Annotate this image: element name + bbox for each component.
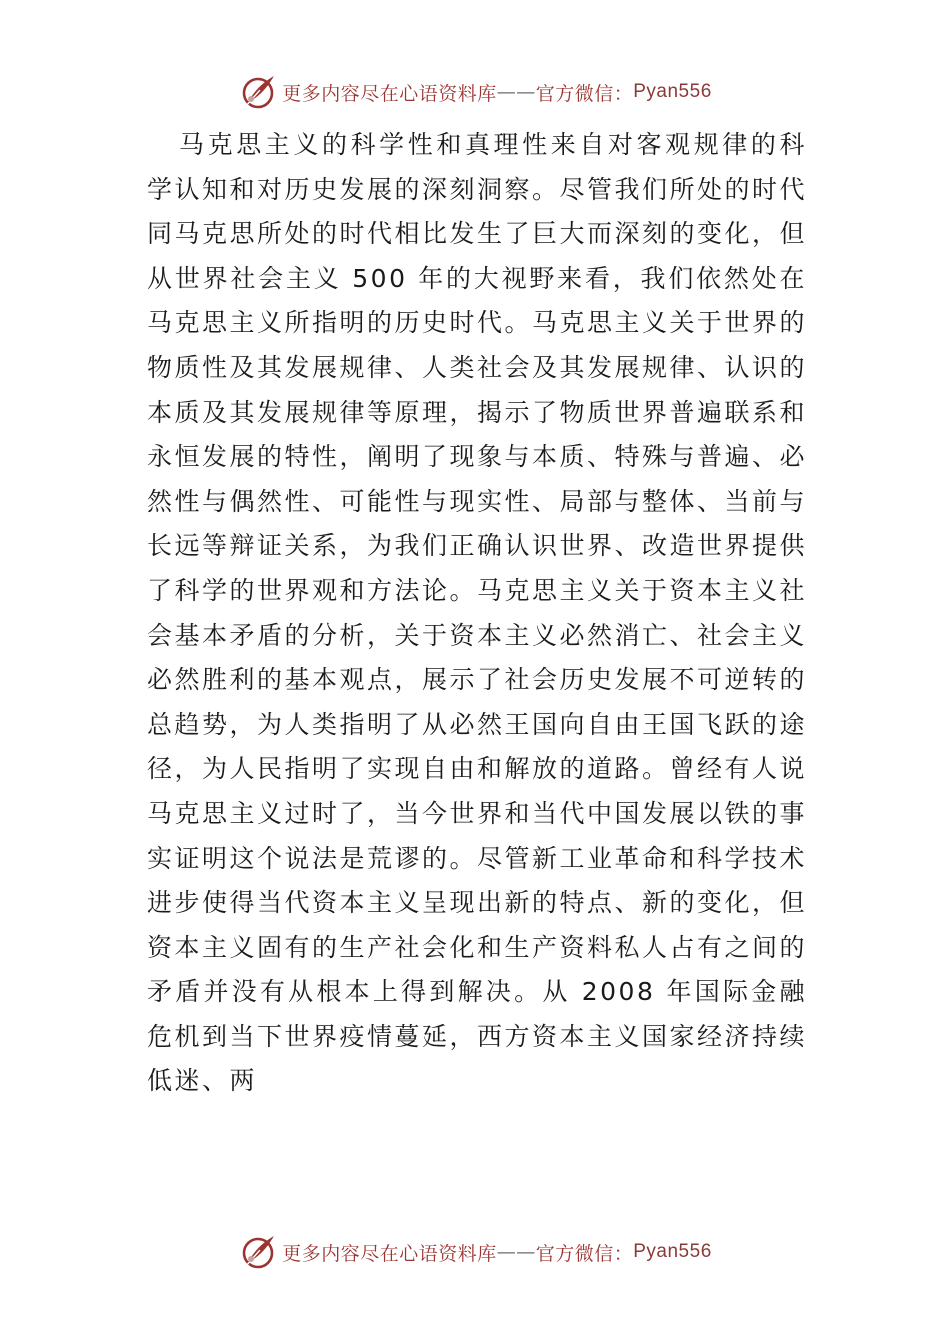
header-wechat-id: Pyan556: [633, 81, 712, 102]
header-banner: [0, 72, 950, 112]
quill-pen-logo-icon: [238, 72, 278, 112]
footer-site-text: 更多内容尽在心语资料库: [282, 1242, 497, 1265]
header-dash: ——: [496, 81, 536, 103]
footer-dash: ——: [496, 1241, 536, 1263]
document-paragraph: 马克思主义的科学性和真理性来自对客观规律的科学认知和对历史发展的深刻洞察。尽管我们所处的时代同马克思所处的时代相比发生了巨大而深刻的变化，但从世界社会主义 500 年的大视野来看，我们依然处在马克思主义所指明的历史时代。马克思主义关于世界的物质性及其发展规律、人类社会及其发展规律、认识的本质及其发展规律等原理，揭示了物质世界普遍联系和永恒发展的特性，阐明了现象与本质、特殊与普遍、必然性与偶然性、可能性与现实性、局部与整体、当前与长远等辩证关系，为我们正确认识世界、改造世界提供了科学的世界观和方法论。马克思主义关于资本主义社会基本矛盾的分析，关于资本主义必然消亡、社会主义必然胜利的基本观点，展示了社会历史发展不可逆转的总趋势，为人类指明了从必然王国向自由王国飞跃的途径，为人民指明了实现自由和解放的道路。曾经有人说马克思主义过时了，当今世界和当代中国发展以铁的事实证明这个说法是荒谬的。尽管新工业革命和科学技术进步使得当代资本主义呈现出新的特点、新的变化，但资本主义固有的生产社会化和生产资料私人占有之间的矛盾并没有从根本上得到解决。从 2008 年国际金融危机到当下世界疫情蔓延，西方资本主义国家经济持续低迷、两: [147, 130, 808, 1096]
footer-wechat-label: 官方微信：: [535, 1242, 634, 1265]
footer-banner: [0, 1232, 950, 1272]
header-wechat-label: 官方微信：: [535, 82, 634, 105]
header-site-text: 更多内容尽在心语资料库: [282, 82, 497, 105]
footer-wechat-id: Pyan556: [633, 1241, 712, 1262]
quill-pen-logo-icon: [238, 1232, 278, 1272]
